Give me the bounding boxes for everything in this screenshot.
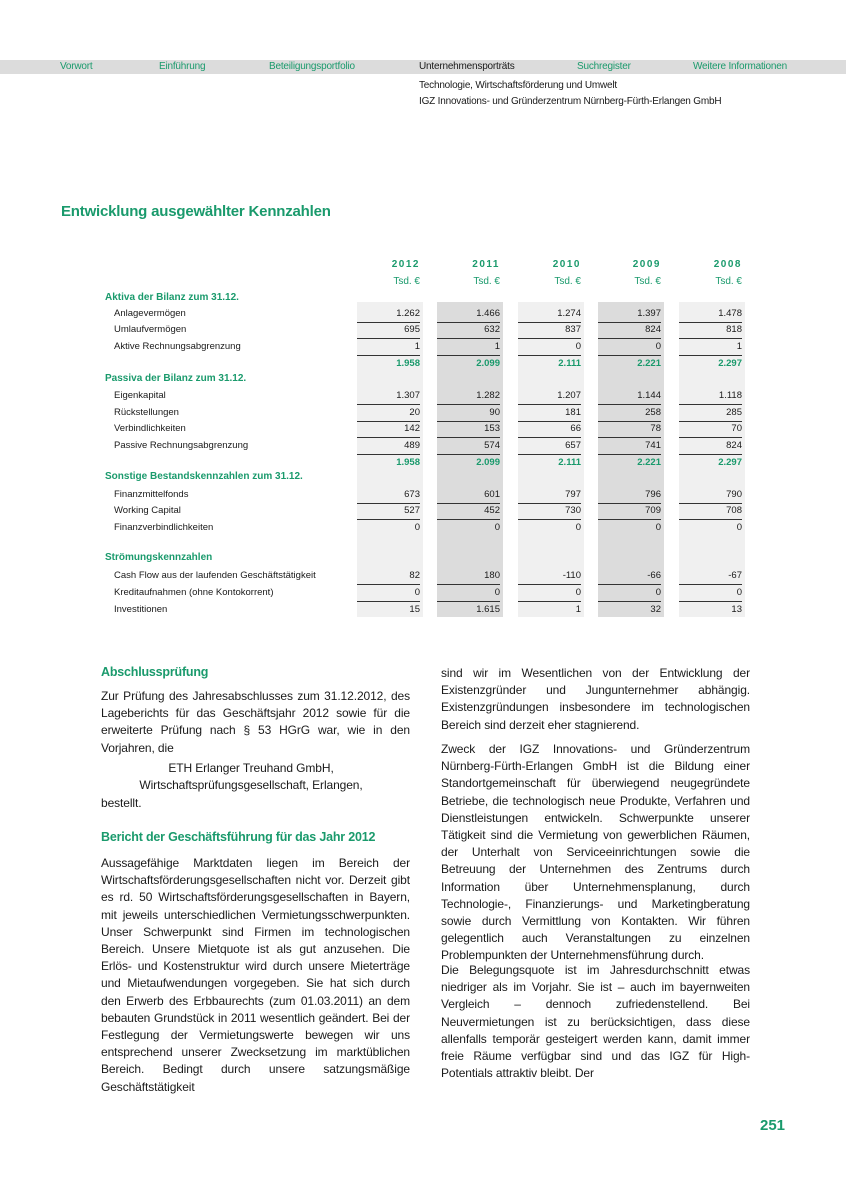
breadcrumb-company: IGZ Innovations- und Gründerzentrum Nürnberg-Fürth-Erlangen GmbH: [419, 96, 722, 107]
table-cell: 90: [437, 405, 500, 422]
table-cell: 452: [437, 503, 500, 520]
table-row-label: Eigenkapital: [114, 390, 166, 401]
table-group-heading: Aktiva der Bilanz zum 31.12.: [105, 292, 239, 303]
table-cell: -67: [679, 568, 742, 585]
year-header: 2009: [632, 259, 661, 270]
heading-abschlusspruefung: Abschlussprüfung: [101, 665, 209, 679]
nav-weitere-informationen[interactable]: Weitere Informationen: [693, 61, 787, 72]
heading-bericht: Bericht der Geschäftsführung für das Jahr 2012: [101, 830, 376, 844]
table-cell: 601: [437, 487, 500, 504]
table-cell: 1.307: [357, 388, 420, 405]
table-cell: 0: [437, 585, 500, 602]
table-row-label: Umlaufvermögen: [114, 324, 187, 335]
table-cell: 1.274: [518, 306, 581, 323]
table-cell: 1.466: [437, 306, 500, 323]
table-row-label: Investitionen: [114, 604, 168, 615]
table-cell: 1: [437, 339, 500, 356]
table-cell: 153: [437, 421, 500, 438]
table-cell: 1: [357, 339, 420, 356]
table-cell: 824: [679, 438, 742, 455]
paragraph-audit-end: bestellt.: [101, 796, 142, 810]
page-number: 251: [760, 1117, 786, 1134]
table-cell: 32: [650, 604, 661, 615]
table-cell: 1.207: [518, 388, 581, 405]
table-cell: 1.397: [598, 306, 661, 323]
table-total-cell: 2.297: [718, 457, 742, 468]
table-cell: 0: [357, 585, 420, 602]
table-cell: 0: [598, 339, 661, 356]
table-cell: 258: [598, 405, 661, 422]
table-cell: 797: [518, 487, 581, 504]
nav-vorwort[interactable]: Vorwort: [60, 61, 93, 72]
year-header: 2012: [391, 259, 420, 270]
table-cell: 673: [357, 487, 420, 504]
paragraph-right-3: Die Belegungsquote ist im Jahresdurchschnitt etwas niedriger als im Vorjahr. Sie ist – auch im bayernweiten Vergleich – dennoch zufriedenstellend. Bei Neuvermietungen ist zu berücksichtigen, dass diese allenfalls temporär gesteigert werden kann, damit immer freie Räume verfügbar sind und das IGZ für High-Potentials attraktiv bleibt. Der: [441, 963, 750, 1081]
table-cell: 82: [357, 568, 420, 585]
table-row-label: Working Capital: [114, 505, 181, 516]
table-row-label: Anlagevermögen: [114, 308, 186, 319]
table-cell: 180: [437, 568, 500, 585]
breadcrumb-category: Technologie, Wirtschaftsförderung und Umwelt: [419, 80, 617, 91]
table-total-cell: 2.221: [637, 457, 661, 468]
table-cell: -110: [518, 568, 581, 585]
table-cell: 20: [357, 405, 420, 422]
table-cell: 66: [518, 421, 581, 438]
table-cell: 657: [518, 438, 581, 455]
table-cell: 824: [598, 322, 661, 339]
table-cell: 0: [494, 522, 500, 533]
table-cell: 0: [736, 522, 742, 533]
year-header: 2008: [713, 259, 742, 270]
table-cell: 695: [357, 322, 420, 339]
table-cell: 632: [437, 322, 500, 339]
paragraph-right-1: sind wir im Wesentlichen von der Entwicklung der Existenzgründer und Jungunternehmer abhängig. Existenzgründungen insbesondere im technologischen Bereich sind derzeit eher stagnierend.: [441, 666, 750, 732]
auditor-name: ETH Erlanger Treuhand GmbH, Wirtschaftsprüfungsgesellschaft, Erlangen,: [139, 761, 363, 793]
unit-header: Tsd. €: [393, 276, 420, 287]
year-header: 2010: [552, 259, 581, 270]
unit-header: Tsd. €: [554, 276, 581, 287]
table-cell: 730: [518, 503, 581, 520]
table-cell: 527: [357, 503, 420, 520]
table-total-cell: 1.958: [396, 457, 420, 468]
table-cell: 0: [655, 522, 661, 533]
nav-unternehmensportraets[interactable]: Unternehmensporträts: [419, 61, 515, 72]
table-total-cell: 2.111: [558, 358, 581, 369]
table-cell: 285: [679, 405, 742, 422]
table-total-cell: 2.221: [637, 358, 661, 369]
unit-header: Tsd. €: [634, 276, 661, 287]
table-total-cell: 2.099: [476, 457, 500, 468]
table-cell: -66: [598, 568, 661, 585]
nav-suchregister[interactable]: Suchregister: [577, 61, 631, 72]
table-cell: 796: [598, 487, 661, 504]
table-cell: 142: [357, 421, 420, 438]
table-group-heading: Strömungskennzahlen: [105, 552, 213, 563]
nav-einfuehrung[interactable]: Einführung: [159, 61, 206, 72]
table-cell: 1.615: [476, 604, 500, 615]
table-cell: 790: [679, 487, 742, 504]
table-group-heading: Sonstige Bestandskennzahlen zum 31.12.: [105, 471, 303, 482]
table-cell: 837: [518, 322, 581, 339]
table-row-label: Passive Rechnungsabgrenzung: [114, 440, 249, 451]
table-total-cell: 2.099: [476, 358, 500, 369]
paragraph-right-2: Zweck der IGZ Innovations- und Gründerzentrum Nürnberg-Fürth-Erlangen GmbH ist die Bildung einer Standortgemeinschaft für überwiegend neugegründete Betriebe, die technologisch neue Produkte, Verfahren und Dienstleistungen entwickeln. Schwerpunkte unserer Tätigkeit sind die Vermietung von gewerblichen Räumen, der Unterhalt von Serviceeinrichtungen sowie die Betreuung der Unternehmen des Zentrums durch Information über Unternehmensplanung, durch Technologie-, Finanzierungs- und Marketingberatung sowie durch Vermittlung von Kontakten. Wir führen gelegentlich auch Veranstaltungen zu einzelnen Problempunkten der Unternehmensführung durch.: [441, 742, 750, 963]
year-header: 2011: [472, 259, 500, 270]
table-cell: 0: [575, 522, 581, 533]
table-cell: 15: [409, 604, 420, 615]
table-cell: 1.478: [679, 306, 742, 323]
paragraph-bericht: Aussagefähige Marktdaten liegen im Bereich der Wirtschaftsförderungsgesellschaften nicht vor. Derzeit gibt es rd. 50 Wirtschaftsförderungsgesellschaften in Bayern, mit jeweils unterschiedlichen Vermietungsschwerpunkten. Unser Schwerpunkt sind Firmen im technologischen Bereich. Unsere Mietquote ist als gut anzusehen. Die Erlös- und Kostenstruktur wird durch unsere Mieterträge und Mietaufwendungen vorgegeben. Sie hat sich durch den Erwerb des Erbbaurechts (zum 01.03.2011) an dem bebauten Grundstück in 2011 wesentlich geändert. Bei der Festlegung der Vermietungswerte bewegen wir uns entsprechend unserer Zwecksetzung im marktüblichen Bereich. Bedingt durch unsere satzungsmäßige Geschäftstätigkeit: [101, 856, 410, 1094]
table-row-label: Cash Flow aus der laufenden Geschäftstätigkeit: [114, 570, 316, 581]
table-total-cell: 1.958: [396, 358, 420, 369]
table-row-label: Rückstellungen: [114, 407, 179, 418]
table-row-label: Finanzmittelfonds: [114, 489, 189, 500]
table-cell: 818: [679, 322, 742, 339]
section-title: Entwicklung ausgewählter Kennzahlen: [61, 203, 331, 220]
table-cell: 13: [731, 604, 742, 615]
table-cell: 741: [598, 438, 661, 455]
table-total-cell: 2.111: [558, 457, 581, 468]
table-cell: 78: [598, 421, 661, 438]
table-cell: 1.262: [357, 306, 420, 323]
table-cell: 1.144: [598, 388, 661, 405]
table-cell: 709: [598, 503, 661, 520]
table-cell: 1: [575, 604, 581, 615]
table-cell: 1.118: [679, 388, 742, 405]
table-row-label: Aktive Rechnungsabgrenzung: [114, 341, 241, 352]
table-cell: 0: [598, 585, 661, 602]
table-total-cell: 2.297: [718, 358, 742, 369]
table-cell: 489: [357, 438, 420, 455]
table-cell: 708: [679, 503, 742, 520]
table-row-label: Finanzverbindlichkeiten: [114, 522, 214, 533]
table-cell: 0: [414, 522, 420, 533]
table-row-label: Verbindlichkeiten: [114, 423, 186, 434]
table-cell: 1: [679, 339, 742, 356]
table-cell: 574: [437, 438, 500, 455]
table-cell: 0: [679, 585, 742, 602]
nav-beteiligungsportfolio[interactable]: Beteiligungsportfolio: [269, 61, 355, 72]
table-cell: 0: [518, 339, 581, 356]
table-cell: 1.282: [437, 388, 500, 405]
unit-header: Tsd. €: [473, 276, 500, 287]
table-cell: 0: [518, 585, 581, 602]
table-row-label: Kreditaufnahmen (ohne Kontokorrent): [114, 587, 274, 598]
paragraph-audit: Zur Prüfung des Jahresabschlusses zum 31.12.2012, des Lageberichts für das Geschäftsjahr 2012 sowie für die erweiterte Prüfung nach § 53 HGrG war, wie in den Vorjahren, die: [101, 689, 410, 755]
unit-header: Tsd. €: [715, 276, 742, 287]
table-cell: 181: [518, 405, 581, 422]
table-cell: 70: [679, 421, 742, 438]
table-group-heading: Passiva der Bilanz zum 31.12.: [105, 373, 247, 384]
